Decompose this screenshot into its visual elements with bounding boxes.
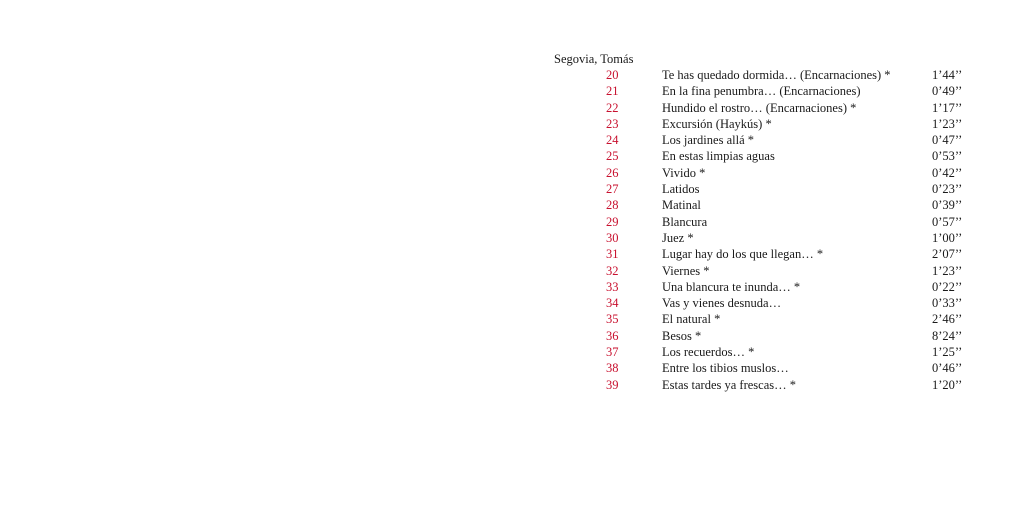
track-row <box>554 100 974 116</box>
track-row <box>554 83 974 99</box>
track-duration: 0’47’’ <box>932 133 963 148</box>
track-number: 32 <box>606 263 619 278</box>
track-title: Te has quedado dormida… (Encarnaciones) * <box>662 68 891 82</box>
track-duration: 1’44’’ <box>932 68 963 82</box>
track-row <box>554 263 974 279</box>
track-number: 28 <box>606 198 619 213</box>
track-duration: 0’39’’ <box>932 198 963 213</box>
track-number: 24 <box>606 133 619 148</box>
track-duration: 0’46’’ <box>932 361 963 376</box>
track-row <box>554 377 974 393</box>
track-title: En la fina penumbra… (Encarnaciones) <box>662 84 861 99</box>
track-duration: 0’23’’ <box>932 182 963 197</box>
track-title: Viernes * <box>662 263 710 278</box>
track-row <box>554 116 974 132</box>
track-number: 23 <box>606 116 619 131</box>
track-number: 38 <box>606 361 619 376</box>
track-duration: 1’00’’ <box>932 230 963 245</box>
track-duration: 2’46’’ <box>932 312 963 327</box>
track-duration: 2’07’’ <box>932 247 963 262</box>
track-number: 21 <box>606 84 619 99</box>
track-number: 27 <box>606 182 619 197</box>
track-duration: 1’23’’ <box>932 263 963 278</box>
track-title: Entre los tibios muslos… <box>662 361 789 376</box>
track-row <box>554 344 974 360</box>
track-title: Una blancura te inunda… * <box>662 279 801 294</box>
track-title: Estas tardes ya frescas… * <box>662 377 796 392</box>
track-duration: 0’33’’ <box>932 296 963 311</box>
track-number: 39 <box>606 377 619 392</box>
track-row <box>554 360 974 376</box>
track-number: 33 <box>606 279 619 294</box>
track-row <box>554 279 974 295</box>
track-number: 20 <box>606 68 619 82</box>
track-number: 25 <box>606 149 619 164</box>
track-title: Hundido el rostro… (Encarnaciones) * <box>662 100 857 115</box>
track-duration: 0’57’’ <box>932 214 963 229</box>
track-title: En estas limpias aguas <box>662 149 775 164</box>
track-title: Vas y vienes desnuda… <box>662 296 782 311</box>
track-row <box>554 246 974 262</box>
track-duration: 1’25’’ <box>932 345 963 360</box>
track-row <box>554 230 974 246</box>
track-row <box>554 67 974 83</box>
track-number: 35 <box>606 312 619 327</box>
author-heading: Segovia, Tomás <box>554 52 634 66</box>
track-title: Excursión (Haykús) * <box>662 116 772 131</box>
track-title: Latidos <box>662 182 700 197</box>
track-number: 30 <box>606 230 619 245</box>
track-title: Los jardines allá * <box>662 133 754 148</box>
track-number: 29 <box>606 214 619 229</box>
track-list <box>554 67 974 393</box>
track-duration: 0’49’’ <box>932 84 963 99</box>
track-number: 31 <box>606 247 619 262</box>
track-row <box>554 311 974 327</box>
track-title: Besos * <box>662 328 702 343</box>
track-row <box>554 181 974 197</box>
track-duration: 1’17’’ <box>932 100 963 115</box>
track-title: Vivido * <box>662 165 706 180</box>
track-duration: 0’22’’ <box>932 279 963 294</box>
track-title: El natural * <box>662 312 721 327</box>
track-row <box>554 165 974 181</box>
track-title: Los recuerdos… * <box>662 345 755 360</box>
track-row <box>554 148 974 164</box>
track-title: Lugar hay do los que llegan… * <box>662 247 824 262</box>
track-number: 36 <box>606 328 619 343</box>
track-row <box>554 214 974 230</box>
track-row <box>554 132 974 148</box>
track-title: Blancura <box>662 214 708 229</box>
track-title: Matinal <box>662 198 701 213</box>
track-duration: 1’20’’ <box>932 377 963 392</box>
track-duration: 0’42’’ <box>932 165 963 180</box>
track-duration: 8’24’’ <box>932 328 963 343</box>
track-number: 34 <box>606 296 619 311</box>
track-row <box>554 295 974 311</box>
track-row <box>554 197 974 213</box>
track-number: 26 <box>606 165 619 180</box>
track-number: 22 <box>606 100 619 115</box>
track-number: 37 <box>606 345 619 360</box>
track-duration: 1’23’’ <box>932 116 963 131</box>
track-duration: 0’53’’ <box>932 149 963 164</box>
track-row <box>554 328 974 344</box>
track-title: Juez * <box>662 230 694 245</box>
